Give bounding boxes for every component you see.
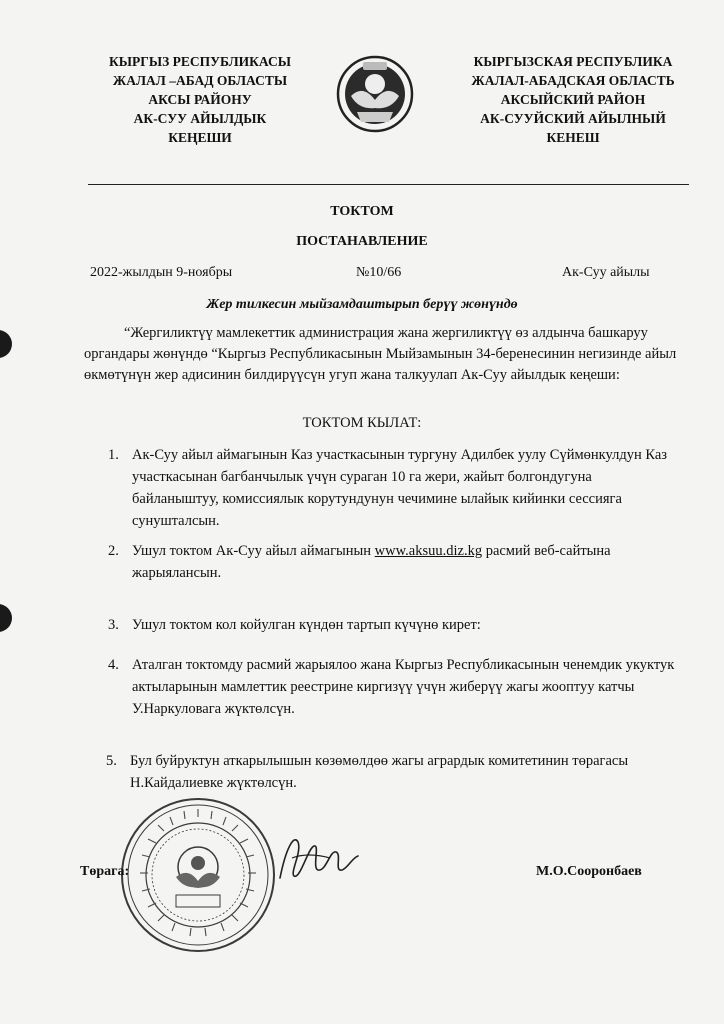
header-left-line: КЕҢЕШИ bbox=[168, 130, 232, 145]
decree-heading: ТОКТОМ КЫЛАТ: bbox=[302, 415, 422, 431]
header-right-line: ЖАЛАЛ-АБАДСКАЯ ОБЛАСТЬ bbox=[471, 73, 675, 88]
list-item-number: 2. bbox=[108, 543, 119, 559]
header-left-line: КЫРГЫЗ РЕСПУБЛИКАСЫ bbox=[108, 54, 292, 69]
punch-hole bbox=[0, 330, 12, 358]
list-item bbox=[108, 614, 678, 636]
header-left-block bbox=[100, 52, 300, 147]
list-item-number: 1. bbox=[108, 447, 119, 463]
document-subject: Жер тилкесин мыйзамдаштырып берүү жөнүндө bbox=[206, 297, 518, 312]
handwritten-signature-icon bbox=[272, 828, 362, 890]
preamble-paragraph: “Жергиликтүү мамлекеттик администрация жана жергиликтүү өз алдынча башкаруу органдары жөнүндө “Кыргыз Республикасынын Мыйзамынын 34-беренесинин негизинде айыл өкмөтүнүн жер адисинин билдирүүсүн угуп жана талкуулап Ак-Суу айылдык кеңеши: bbox=[84, 325, 677, 383]
header-left-line: ЖАЛАЛ –АБАД ОБЛАСТЫ bbox=[112, 73, 288, 88]
list-item-number: 3. bbox=[108, 617, 119, 633]
list-item-text-after: расмий веб-сайтына жарыялансын. bbox=[132, 543, 611, 581]
list-item-text: Ушул токтом кол койулган күндөн тартып күчүнө кирет: bbox=[132, 617, 481, 633]
list-item-number: 5. bbox=[106, 753, 117, 769]
header-right-block bbox=[448, 52, 698, 147]
header-left-line: АК-СУУ АЙЫЛДЫК bbox=[133, 111, 267, 126]
official-seal-icon bbox=[118, 795, 278, 955]
document-number: №10/66 bbox=[356, 265, 402, 280]
list-item bbox=[106, 750, 676, 794]
list-item-number: 4. bbox=[108, 657, 119, 673]
list-item bbox=[108, 444, 678, 532]
header-right-line: АКСЫЙСКИЙ РАЙОН bbox=[500, 92, 646, 107]
document-title-ky: ТОКТОМ bbox=[330, 204, 394, 219]
list-item-text bbox=[132, 540, 678, 584]
header-right-line: КЫРГЫЗСКАЯ РЕСПУБЛИКА bbox=[473, 54, 673, 69]
website-link[interactable]: www.aksuu.diz.kg bbox=[374, 543, 483, 559]
signature-name: М.О.Сооронбаев bbox=[536, 864, 642, 879]
list-item-text: Аталган токтомду расмий жарыялоо жана Кыргыз Республикасынын ченемдик укуктук актыларынын мамлеттик реестрине киргизүү үчүн жиберүү жагы жооптуу катчы У.Наркуловага жүктөлсүн. bbox=[132, 657, 675, 717]
document-title-ru: ПОСТАНАВЛЕНИЕ bbox=[296, 234, 428, 249]
list-item-text: Бул буйруктун аткарылышын көзөмөлдөө жагы агрардык комитетинин төрагасы Н.Кайдалиевке жүктөлсүн. bbox=[130, 753, 629, 791]
header-right-line: КЕНЕШ bbox=[546, 130, 600, 145]
kyrgyz-emblem-icon bbox=[335, 50, 415, 138]
list-item-text-before: Ушул токтом Ак-Суу айыл аймагынын bbox=[132, 543, 375, 559]
list-item bbox=[108, 540, 678, 584]
list-item bbox=[108, 654, 678, 720]
header-right-line: АК-СУУЙСКИЙ АЙЫЛНЫЙ bbox=[480, 111, 666, 126]
header-divider bbox=[88, 184, 689, 185]
signature-role: Төрага: bbox=[80, 864, 130, 879]
header-left-line: АКСЫ РАЙОНУ bbox=[148, 92, 252, 107]
punch-hole bbox=[0, 604, 12, 632]
document-place: Ак-Суу айылы bbox=[562, 265, 650, 280]
document-date: 2022-жылдын 9-ноябры bbox=[90, 265, 233, 280]
list-item-text: Ак-Суу айыл аймагынын Каз участкасынын тургуну Адилбек уулу Сүймөнкулдун Каз участкасынан багбанчылык үчүн сураган 10 га жери, жайыт болгондугуна байланыштуу, комиссиялык корутундунун чечимине ылайык кийинки сессияга сунушталсын. bbox=[132, 447, 668, 529]
